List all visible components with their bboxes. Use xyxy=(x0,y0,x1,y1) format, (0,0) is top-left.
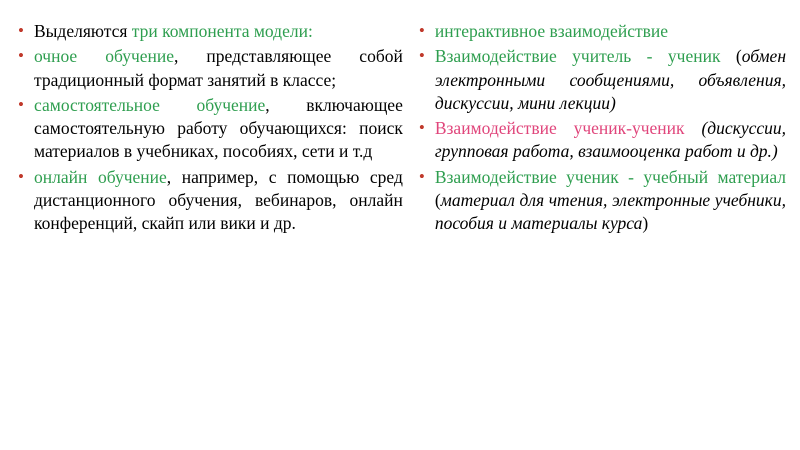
right-content-column xyxy=(409,20,786,237)
bullet-text-highlight: Взаимодействие ученик-ученик xyxy=(434,118,685,139)
bullet-paren-open: ( xyxy=(720,46,742,67)
bullet-paren-close: ) xyxy=(642,213,649,234)
list-item xyxy=(415,166,786,236)
list-item xyxy=(14,45,403,92)
bullet-text-black: , включающее самостоятельную работу обучающихся: поиск материалов в учебниках, пособиях, сети и т.д xyxy=(34,94,403,162)
bullet-paren-open xyxy=(685,118,702,138)
list-item xyxy=(14,166,403,236)
bullet-text-black: , представляющее собой традиционный формат занятий в классе; xyxy=(34,46,403,90)
bullet-text-highlight: Взаимодействие ученик - учебный материал xyxy=(434,166,786,187)
bullet-text-italic: материал для чтения, электронные учебники, пособия и материалы курса xyxy=(434,189,786,234)
bullet-text-highlight: Взаимодействие учитель - ученик xyxy=(434,46,721,67)
bullet-text-black: Выделяются xyxy=(34,21,132,41)
list-item xyxy=(415,20,786,43)
bullet-text-italic: обмен электронными сообщениями, объявления, дискуссии, мини лекции) xyxy=(434,46,787,113)
list-item xyxy=(415,45,786,115)
list-item xyxy=(14,94,403,164)
list-item xyxy=(14,20,403,43)
bullet-text-highlight: самостоятельное обучение xyxy=(34,94,266,115)
bullet-text-italic: (дискуссии, групповая работа, взаимооценка работ и др.) xyxy=(434,118,786,162)
bullet-text-highlight: очное обучение xyxy=(34,46,175,67)
left-content-column xyxy=(14,20,409,237)
bullet-text-highlight: интерактивное взаимодействие xyxy=(434,21,669,41)
left-bullet-list xyxy=(14,20,403,235)
bullet-text-highlight: три компонента модели: xyxy=(131,21,313,41)
bullet-text-black: , например, с помощью сред дистанционного обучения, вебинаров, онлайн конференций, скайп или вики и др. xyxy=(34,166,403,234)
bullet-paren-open: ( xyxy=(434,189,441,210)
list-item xyxy=(415,117,786,164)
bullet-text-highlight: онлайн обучение xyxy=(34,166,167,187)
right-bullet-list xyxy=(415,20,786,235)
